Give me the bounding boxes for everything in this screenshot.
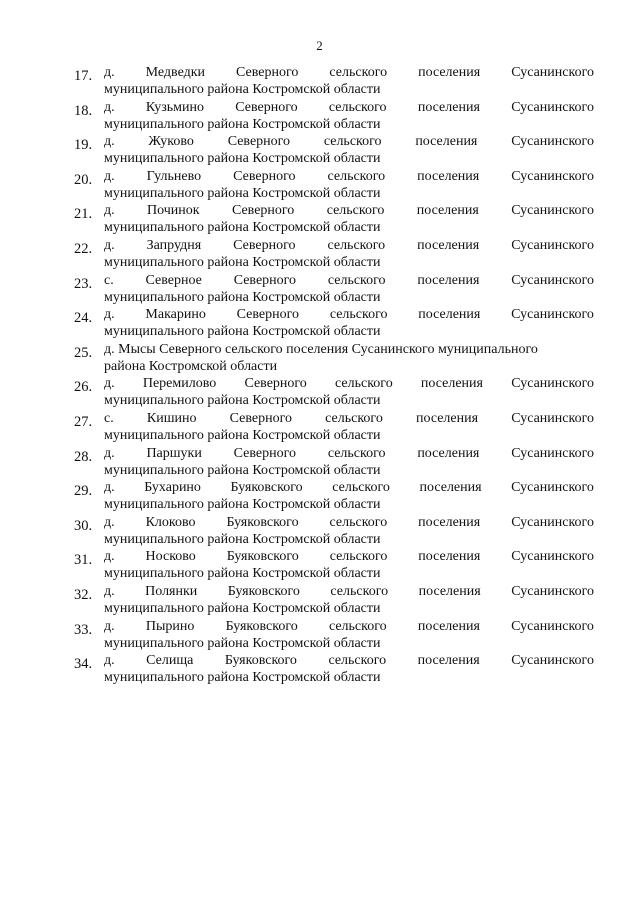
item-line-2: муниципального района Костромской области <box>104 185 381 201</box>
item-word: поселения <box>417 272 480 288</box>
item-word: с. <box>104 410 114 426</box>
item-line-2: муниципального района Костромской области <box>104 427 381 443</box>
item-word: Пырино <box>145 618 195 634</box>
item-line-1 <box>104 618 594 635</box>
item-word: сельского <box>329 307 388 323</box>
item-word: поселения <box>418 307 481 323</box>
item-line-2: муниципального района Костромской области <box>104 324 381 340</box>
item-line-2: муниципального района Костромской области <box>104 462 381 478</box>
list-item <box>74 168 594 203</box>
item-word: сельского <box>323 134 382 150</box>
item-line-1 <box>104 99 594 116</box>
item-line-2: муниципального района Костромской области <box>104 393 381 409</box>
item-word: поселения <box>417 445 480 461</box>
list-item <box>74 341 594 376</box>
item-word: поселения <box>417 99 480 115</box>
list-item <box>74 237 594 272</box>
item-number: 30. <box>74 517 93 534</box>
item-word: Носково <box>145 549 196 565</box>
item-word: Запрудня <box>146 237 202 253</box>
item-word: д. <box>104 445 115 461</box>
item-word: Сусанинского <box>511 307 594 323</box>
item-word: сельского <box>327 272 386 288</box>
item-line-2: муниципального района Костромской области <box>104 635 381 651</box>
item-number: 25. <box>74 344 93 361</box>
item-word: д. <box>104 583 115 599</box>
item-word: Сусанинского <box>511 168 594 184</box>
list-item <box>74 202 594 237</box>
item-word: д. <box>104 376 115 392</box>
item-word: Северного <box>231 203 295 219</box>
item-word: Северного <box>233 168 296 184</box>
list-item <box>74 99 594 134</box>
item-word: Перемилово <box>142 376 217 392</box>
item-word: д. <box>104 480 115 496</box>
item-line-2: муниципального района Костромской области <box>104 566 381 582</box>
item-word: Северное <box>145 272 202 288</box>
list-item <box>74 445 594 480</box>
item-word: Буяковского <box>227 583 300 599</box>
item-word: поселения <box>418 583 481 599</box>
item-word: Гульнево <box>146 168 202 184</box>
item-word: сельского <box>328 618 387 634</box>
item-number: 28. <box>74 448 93 465</box>
item-word: с. <box>104 272 114 288</box>
item-word: д. <box>104 168 115 184</box>
item-line-2: муниципального района Костромской области <box>104 220 381 236</box>
item-line-2: муниципального района Костромской области <box>104 497 381 513</box>
item-line-1: д. Мысы Северного сельского поселения Сусанинского муниципального <box>104 341 538 357</box>
list-item <box>74 479 594 514</box>
list-item <box>74 514 594 549</box>
list-item <box>74 652 594 687</box>
item-number: 34. <box>74 656 93 673</box>
item-word: сельского <box>327 445 386 461</box>
list-item <box>74 410 594 445</box>
item-word: д. <box>104 549 115 565</box>
item-line-1 <box>104 583 594 600</box>
item-word: Селища <box>146 653 194 669</box>
item-word: сельского <box>326 203 385 219</box>
item-word: сельского <box>327 237 386 253</box>
item-word: Буяковского <box>230 480 303 496</box>
item-word: Сусанинского <box>511 583 594 599</box>
item-line-1 <box>104 168 594 185</box>
item-word: Сусанинского <box>511 549 594 565</box>
item-word: поселения <box>418 549 481 565</box>
item-word: д. <box>104 99 115 115</box>
item-line-2: муниципального района Костромской области <box>104 670 381 686</box>
item-word: Сусанинского <box>511 134 594 150</box>
item-word: д. <box>104 134 115 150</box>
page-number: 2 <box>316 38 323 53</box>
item-word: Починок <box>147 203 200 219</box>
item-word: Сусанинского <box>511 376 594 392</box>
settlement-list <box>74 64 594 687</box>
item-word: Клоково <box>145 514 196 530</box>
item-word: сельского <box>329 549 388 565</box>
item-word: поселения <box>418 65 481 80</box>
item-line-1 <box>104 479 594 496</box>
item-line-2: муниципального района Костромской области <box>104 289 381 305</box>
item-word: Сусанинского <box>511 445 594 461</box>
item-number: 18. <box>74 102 93 119</box>
item-word: поселения <box>419 480 482 496</box>
item-line-1 <box>104 410 594 427</box>
item-number: 21. <box>74 206 93 223</box>
item-word: Сусанинского <box>511 65 594 80</box>
item-line-1 <box>104 652 594 669</box>
item-number: 23. <box>74 275 93 292</box>
item-number: 24. <box>74 310 93 327</box>
item-word: Сусанинского <box>511 618 594 634</box>
item-number: 20. <box>74 171 93 188</box>
item-word: Сусанинского <box>511 514 594 530</box>
list-item <box>74 375 594 410</box>
item-word: Сусанинского <box>511 410 594 426</box>
item-word: поселения <box>417 618 480 634</box>
item-line-1 <box>104 64 594 81</box>
item-word: сельского <box>328 99 387 115</box>
list-item <box>74 548 594 583</box>
item-line-1 <box>104 306 594 323</box>
item-word: сельского <box>330 583 389 599</box>
item-word: Сусанинского <box>511 99 594 115</box>
item-number: 26. <box>74 379 93 396</box>
item-line-1 <box>104 272 594 289</box>
item-word: Буяковского <box>226 549 299 565</box>
item-word: Паршуки <box>146 445 202 461</box>
item-word: Сусанинского <box>511 480 594 496</box>
item-word: Северного <box>233 237 296 253</box>
item-number: 19. <box>74 137 93 154</box>
item-word: Медведки <box>145 65 206 80</box>
item-word: сельского <box>328 653 387 669</box>
item-word: д. <box>104 514 115 530</box>
item-word: д. <box>104 237 115 253</box>
item-word: Северного <box>227 134 291 150</box>
list-item <box>74 272 594 307</box>
item-number: 17. <box>74 68 93 84</box>
item-number: 27. <box>74 413 93 430</box>
item-word: Бухарино <box>144 480 201 496</box>
item-word: поселения <box>418 514 481 530</box>
item-word: поселения <box>417 168 480 184</box>
item-word: поселения <box>417 653 480 669</box>
item-line-1 <box>104 202 594 219</box>
item-line-1 <box>104 375 594 392</box>
item-word: Сусанинского <box>511 203 594 219</box>
item-word: сельского <box>327 168 386 184</box>
item-word: Северного <box>229 410 292 426</box>
item-word: д. <box>104 618 115 634</box>
list-item <box>74 583 594 618</box>
list-item <box>74 618 594 653</box>
item-word: поселения <box>420 376 483 392</box>
item-number: 22. <box>74 240 93 257</box>
item-word: Буяковского <box>224 653 297 669</box>
item-word: сельского <box>335 376 393 392</box>
item-line-1 <box>104 548 594 565</box>
item-line-2: муниципального района Костромской области <box>104 531 381 547</box>
item-word: поселения <box>415 410 479 426</box>
list-item <box>74 306 594 341</box>
item-word: д. <box>104 65 115 80</box>
item-line-1 <box>104 237 594 254</box>
item-number: 29. <box>74 483 93 500</box>
item-word: д. <box>104 653 115 669</box>
item-word: Сусанинского <box>511 653 594 669</box>
item-word: сельского <box>325 410 383 426</box>
item-word: Северного <box>235 99 298 115</box>
item-word: сельского <box>332 480 390 496</box>
item-line-1 <box>104 133 594 150</box>
item-line-1 <box>104 445 594 462</box>
item-line-2: района Костромской области <box>104 358 278 374</box>
item-word: Макарино <box>145 307 206 323</box>
item-line-1 <box>104 514 594 531</box>
item-word: поселения <box>416 203 479 219</box>
item-line-2: муниципального района Костромской области <box>104 82 381 97</box>
item-line-2: муниципального района Костромской области <box>104 254 381 270</box>
item-number: 33. <box>74 621 93 638</box>
item-word: Буяковского <box>225 618 298 634</box>
item-word: Кузьмино <box>145 99 204 115</box>
item-word: Северного <box>233 272 297 288</box>
item-line-2: муниципального района Костромской области <box>104 600 381 616</box>
list-item <box>74 64 594 99</box>
item-word: сельского <box>329 514 388 530</box>
item-number: 32. <box>74 586 93 603</box>
item-word: Полянки <box>145 583 198 599</box>
item-word: Буяковского <box>226 514 299 530</box>
item-word: Жуково <box>148 134 194 150</box>
item-word: сельского <box>329 65 388 80</box>
item-word: Северного <box>244 376 307 392</box>
item-line-2: муниципального района Костромской области <box>104 116 381 132</box>
item-word: Кишино <box>146 410 197 426</box>
item-word: поселения <box>415 134 478 150</box>
item-word: Сусанинского <box>511 272 594 288</box>
item-word: поселения <box>417 237 480 253</box>
list-item <box>74 133 594 168</box>
item-word: Северного <box>236 307 300 323</box>
item-word: д. <box>104 307 115 323</box>
item-word: Северного <box>233 445 297 461</box>
item-word: д. <box>104 203 115 219</box>
item-word: Северного <box>236 65 299 80</box>
item-line-2: муниципального района Костромской области <box>104 151 381 167</box>
item-number: 31. <box>74 552 93 569</box>
item-word: Сусанинского <box>511 237 594 253</box>
